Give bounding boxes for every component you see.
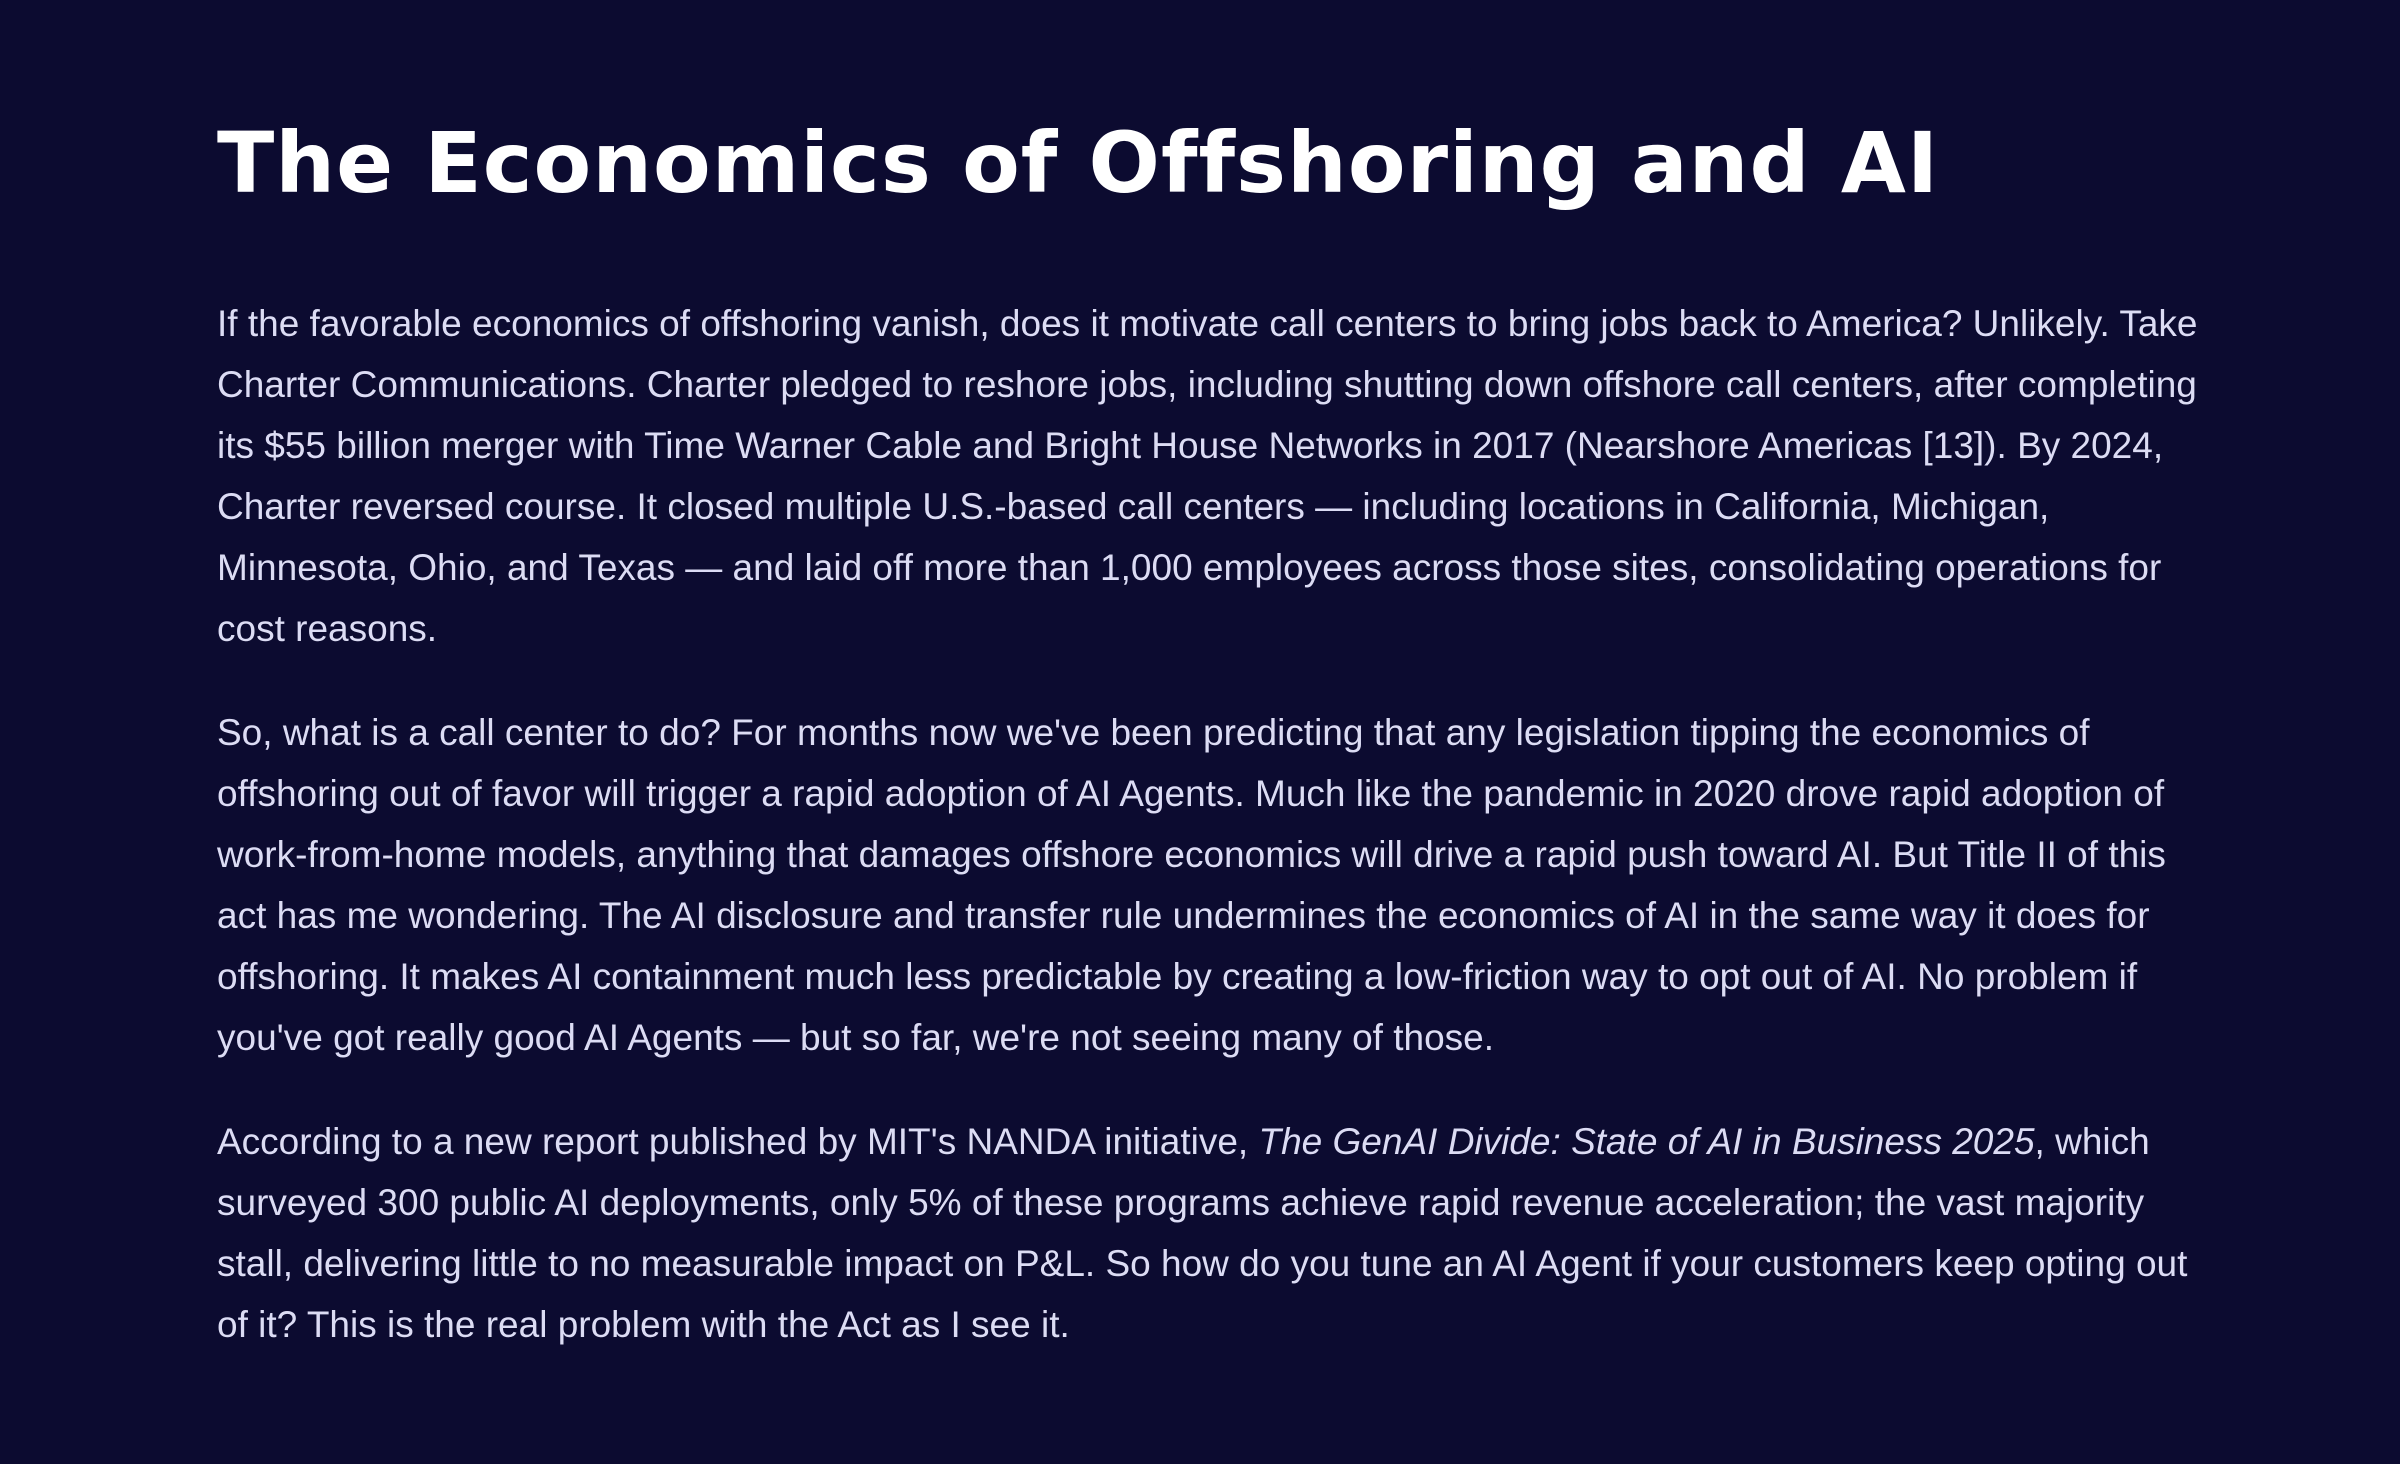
paragraph-call-center: So, what is a call center to do? For months now we've been predicting that any legislation tipping the economics of offshoring out of favor will trigger a rapid adoption of AI Agents. Much like the pandemic in 2020 drove rapid adoption of work-from-home models, anything that damages offshore economics will drive a rapid push toward AI. But Title II of this act has me wondering. The AI disclosure and transfer rule undermines the economics of AI in the same way it does for offshoring. It makes AI containment much less predictable by creating a low-friction way to opt out of AI. No problem if you've got really good AI Agents — but so far, we're not seeing many of those. [217, 712, 2166, 1058]
article [217, 108, 2207, 1355]
paragraph-mit-report-intro: According to a new report published by MIT's NANDA initiative, [217, 1121, 1259, 1162]
paragraph-charter: If the favorable economics of offshoring vanish, does it motivate call centers to bring jobs back to America? Unlikely. Take Charter Communications. Charter pledged to reshore jobs, including shutting down offshore call centers, after completing its $55 billion merger with Time Warner Cable and Bright House Networks in 2017 (Nearshore Americas [13]). By 2024, Charter reversed course. It closed multiple U.S.-based call centers — including locations in California, Michigan, Minnesota, Ohio, and Texas — and laid off more than 1,000 employees across those sites, consolidating operations for cost reasons. [217, 303, 2198, 649]
report-title: The GenAI Divide: State of AI in Business 2025 [1258, 1121, 2035, 1162]
paragraph-mit-report [217, 1111, 2207, 1355]
page-title: The Economics of Offshoring and AI [217, 114, 1940, 212]
paragraph-mit-report-body: , which surveyed 300 public AI deployments, only 5% of these programs achieve rapid revenue acceleration; the vast majority stall, delivering little to no measurable impact on P&L. So how do you tune an AI Agent if your customers keep opting out of it? This is the real problem with the Act as I see it. [217, 1121, 2188, 1345]
